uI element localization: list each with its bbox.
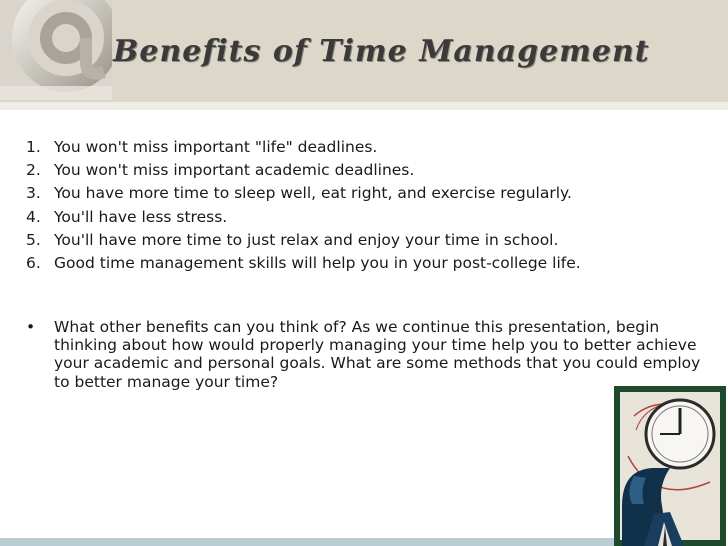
benefits-list bbox=[26, 136, 716, 275]
clock-head-icon bbox=[614, 386, 726, 546]
list-item-text: You have more time to sleep well, eat right, and exercise regularly. bbox=[54, 184, 572, 203]
bullet-marker: • bbox=[26, 318, 36, 336]
list-item bbox=[26, 252, 716, 275]
list-item-text: Good time management skills will help you in your post-college life. bbox=[54, 254, 581, 273]
list-item-number: 5. bbox=[26, 230, 41, 249]
list-item bbox=[26, 206, 716, 229]
list-item bbox=[26, 136, 716, 159]
slide-title: Benefits of Time Management bbox=[113, 34, 650, 69]
list-item-text: You'll have less stress. bbox=[54, 207, 228, 226]
list-item-number: 4. bbox=[26, 207, 41, 226]
list-item-number: 6. bbox=[26, 254, 41, 273]
list-item-text: You won't miss important "life" deadlines. bbox=[54, 138, 378, 156]
header-divider bbox=[0, 102, 728, 110]
list-item-number: 2. bbox=[26, 161, 41, 180]
list-item-number: 3. bbox=[26, 184, 41, 203]
footer-bar bbox=[0, 538, 614, 546]
list-item-number: 1. bbox=[26, 138, 41, 156]
list-item-text: You'll have more time to just relax and enjoy your time in school. bbox=[54, 230, 559, 249]
at-sign-icon bbox=[0, 0, 112, 100]
bullet-text: What other benefits can you think of? As we continue this presentation, begin thinking about how would properly managing your time help you to better achieve your academic and personal goals. What are some methods that you could employ to better manage your time? bbox=[54, 318, 701, 391]
discussion-bullet bbox=[26, 318, 716, 391]
list-item-text: You won't miss important academic deadlines. bbox=[54, 161, 415, 180]
list-item bbox=[26, 229, 716, 252]
list-item bbox=[26, 159, 716, 182]
list-item bbox=[26, 182, 716, 205]
